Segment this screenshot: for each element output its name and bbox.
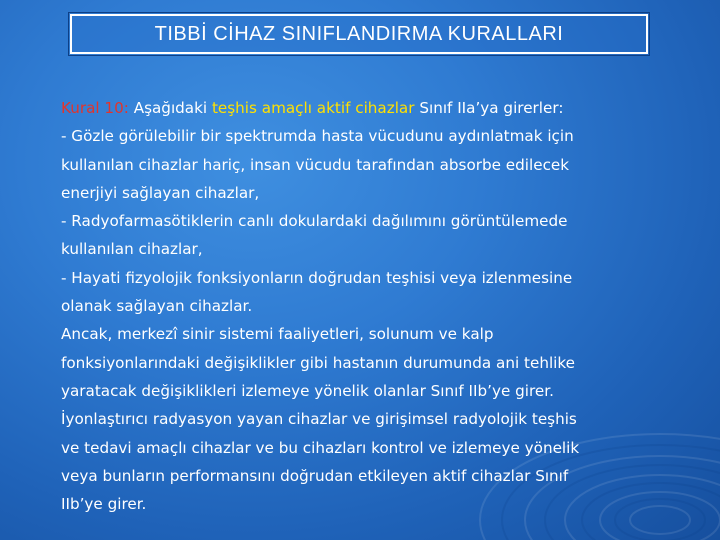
text-line: olanak sağlayan cihazlar. [61, 297, 253, 316]
text-line: IIb’ye girer. [61, 495, 147, 514]
page-title: TIBBİ CİHAZ SINIFLANDIRMA KURALLARI [154, 22, 564, 45]
rule-outro: Sınıf IIa’ya girerler: [414, 99, 564, 117]
title-box [70, 14, 648, 54]
rule-label: Kural 10: [61, 99, 129, 117]
text-line: Ancak, merkezî sinir sistemi faaliyetleri, solunum ve kalp [61, 325, 494, 344]
text-line: ve tedavi amaçlı cihazlar ve bu cihazları kontrol ve izlemeye yönelik [61, 438, 580, 457]
text-line: yaratacak değişiklikleri izlemeye yönelik olanlar Sınıf IIb’ye girer. [61, 381, 554, 400]
rule-intro: Aşağıdaki [128, 99, 212, 117]
rule-body [61, 94, 701, 518]
text-line: - Gözle görülebilir bir spektrumda hasta vücudunu aydınlatmak için [61, 127, 574, 146]
text-line: İyonlaştırıcı radyasyon yayan cihazlar ve girişimsel radyolojik teşhis [61, 410, 577, 429]
text-line: veya bunların performansını doğrudan etkileyen aktif cihazlar Sınıf [61, 466, 569, 485]
text-line: - Hayati fizyolojik fonksiyonların doğrudan teşhisi veya izlenmesine [61, 268, 573, 287]
text-line: kullanılan cihazlar hariç, insan vücudu tarafından absorbe edilecek [61, 155, 570, 174]
rule-heading-line [61, 94, 701, 122]
text-line: - Radyofarmasötiklerin canlı dokulardaki dağılımını görüntülemede [61, 212, 568, 231]
rule-emphasis: teşhis amaçlı aktif cihazlar [211, 99, 415, 117]
text-line: enerjiyi sağlayan cihazlar, [61, 183, 260, 202]
text-line: fonksiyonlarındaki değişiklikler gibi hastanın durumunda ani tehlike [61, 353, 575, 372]
text-line: kullanılan cihazlar, [61, 240, 203, 259]
